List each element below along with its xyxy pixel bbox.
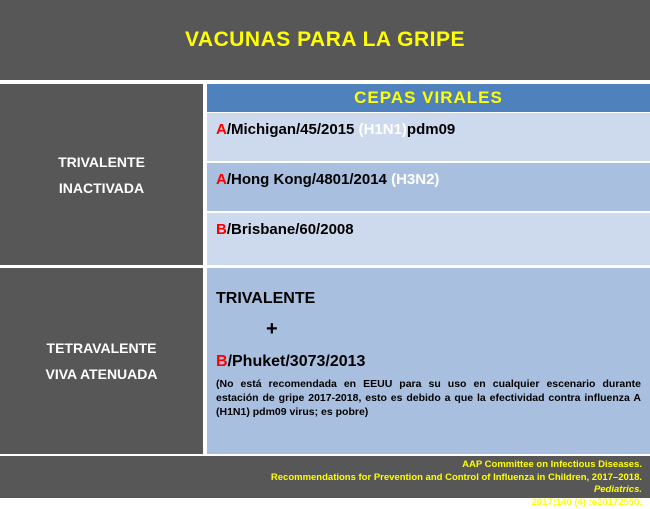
row-label-line-1: TRIVALENTE [58,149,145,175]
journal-name: Pediatrics. [0,484,642,497]
strain-cell-2 [207,163,650,211]
strain-subtype: (H1N1) [359,121,407,138]
live-strain [216,353,365,371]
reference-line-3 [0,484,642,509]
plus-sign: + [266,318,278,341]
live-trivalente-label: TRIVALENTE [216,290,315,308]
title-bar [0,0,650,82]
row-label-tetravalente-viva-atenuada [0,268,203,454]
recommendation-note: (No está recomendada en EEUU para su uso en cualquier escenario durante estación de gripe 2017-2018, esto es debido a que la efectividad contra influenza A (H1N1) pdm09 virus; es pobre) [216,377,641,419]
strain-name: /Hong Kong/4801/2014 [227,171,387,188]
strain-cell-1 [207,113,650,161]
strain-name: /Michigan/45/2015 [227,121,355,138]
column-header [207,84,650,112]
row-label-line-2: INACTIVADA [58,175,145,201]
column-header-label: CEPAS VIRALES [354,88,503,108]
row-label-line-2: VIVA ATENUADA [46,361,158,387]
reference-line-2: Recommendations for Prevention and Control of Influenza in Children, 2017–2018. [0,472,642,485]
strain-cell-3 [207,213,650,265]
strain-type: B [216,221,227,238]
strain-type: B [216,353,228,370]
citation: 2017;140 (4) :e20172550. [0,497,642,509]
strain-name: /Phuket/3073/2013 [228,353,366,370]
live-vaccine-cell [207,268,650,454]
strain-name: /Brisbane/60/2008 [227,221,354,238]
slide-title: VACUNAS PARA LA GRIPE [185,28,465,52]
row-label-line-1: TETRAVALENTE [46,335,158,361]
strain-type: A [216,121,227,138]
row-label-trivalente-inactivada [0,84,203,265]
footer-reference [0,456,650,498]
strain-suffix: pdm09 [407,121,455,138]
reference-line-1: AAP Committee on Infectious Diseases. [0,459,642,472]
strain-subtype: (H3N2) [391,171,439,188]
strain-type: A [216,171,227,188]
